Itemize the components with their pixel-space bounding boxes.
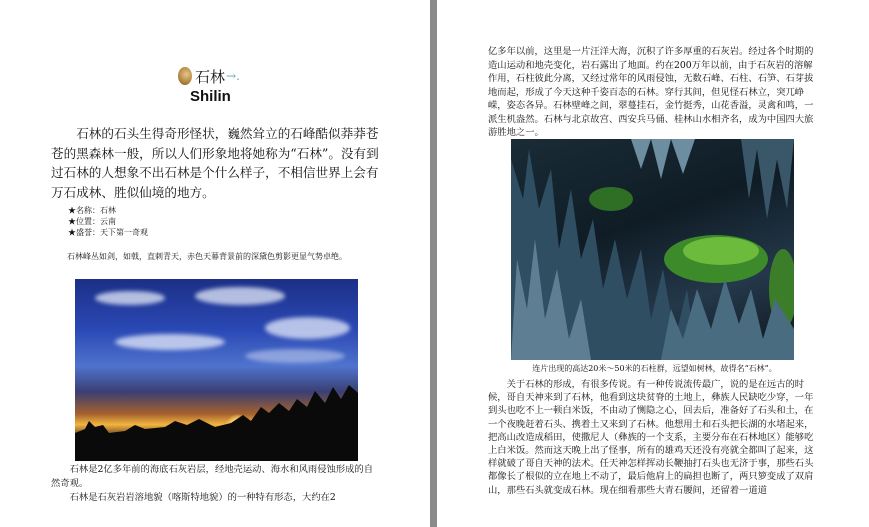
stone-logo-icon xyxy=(178,67,192,85)
paragraph: 关于石林的形成，有很多传说。有一种传说流传最广，说的是在远古的时候，哥自天神来到了石林，他看到这块贫脊的土地上，彝族人民缺吃少穿，一年到头也吃不上一顿白米饭，不由动了恻隐之心，回去后，准备好了石头和土，在一个夜晚赶着石头、携着土又来到了石林。他想用土和石头把长湖的水堵起来，把高山改造成稻田，使撒尼人（彝族的一个支系，主要分布在石林地区）能够吃上白米饭。然而这天晚上出了怪事，所有的雄鸡天还没有亮就全都叫了起来，这样就破了哥自天神的法术。任天神怎样挥动长鞭抽打石头也无济于事，那些石头都像长了根似的立在地上不动了，最后他肩上的扁担也断了，两只箩变成了双肩山，那些石头就变成石林。现在细看那些大青石腰间，还留着一道道 xyxy=(488,379,814,496)
photo-caption: 连片出现的高达20米～50米的石柱群，远望如树林，故得名“石林”。 xyxy=(532,364,777,373)
intro-paragraph: 石林的石头生得奇形怪状，巍然耸立的石峰酷似莽莽苍苍的黑森林一般，所以人们形象地将她称为“石林”。没有到过石林的人想象不出石林是个什么样子，不相信世界上会有万石成林、胜似仙境的地方。 xyxy=(51,126,379,200)
page-title-english: Shilin xyxy=(190,88,231,105)
right-body-text-top xyxy=(488,45,821,140)
sunset-stone-forest-photo xyxy=(75,279,358,461)
page-title: 石林 xyxy=(195,67,226,86)
fact-location: ★位置：云南 xyxy=(68,217,116,226)
facts-list xyxy=(68,205,148,238)
fact-reputation: ★盛誉：天下第一奇观 xyxy=(68,228,148,237)
title-row xyxy=(178,66,240,86)
stone-pillars-photo xyxy=(511,139,794,360)
paragraph: 亿多年以前，这里是一片汪洋大海，沉积了许多厚重的石灰岩。经过各个时期的造山运动和地壳变化，岩石露出了地面。约在200万年以前，由于石灰岩的溶解作用，石柱彼此分离，又经过常年的风雨侵蚀，无数石峰、石柱、石笋、石芽拔地而起，形成了今天这种千姿百态的石林。穿行其间，但见怪石林立，突兀峥嵘，姿态各异。石林壁峰之间，翠蔓挂石，金竹挺秀，山花香溢，灵禽和鸣，一派生机盎然。石林与北京故宫、西安兵马俑、桂林山水相齐名，成为中国四大旅游胜地之一。 xyxy=(488,46,814,138)
paragraph: 石林是石灰岩岩溶地貌（喀斯特地貌）的一种特有形态，大约在2 xyxy=(69,492,336,503)
right-page xyxy=(437,0,869,527)
left-body-text xyxy=(51,463,381,505)
left-page xyxy=(0,0,430,527)
page-gutter xyxy=(430,0,437,527)
arrow-icon: →. xyxy=(226,69,240,83)
stone-pillars-illustration xyxy=(511,139,794,360)
photo-caption: 石林峰丛如剑，如戟，直刺青天，赤色天幕背景前的深黛色剪影更显气势卓绝。 xyxy=(67,252,347,261)
right-body-text-bottom xyxy=(488,378,821,497)
paragraph: 石林是2亿多年前的海底石灰岩层，经地壳运动、海水和风雨侵蚀形成的自然奇观。 xyxy=(51,464,374,489)
fact-name: ★名称：石林 xyxy=(68,206,116,215)
stone-silhouettes xyxy=(75,381,358,461)
